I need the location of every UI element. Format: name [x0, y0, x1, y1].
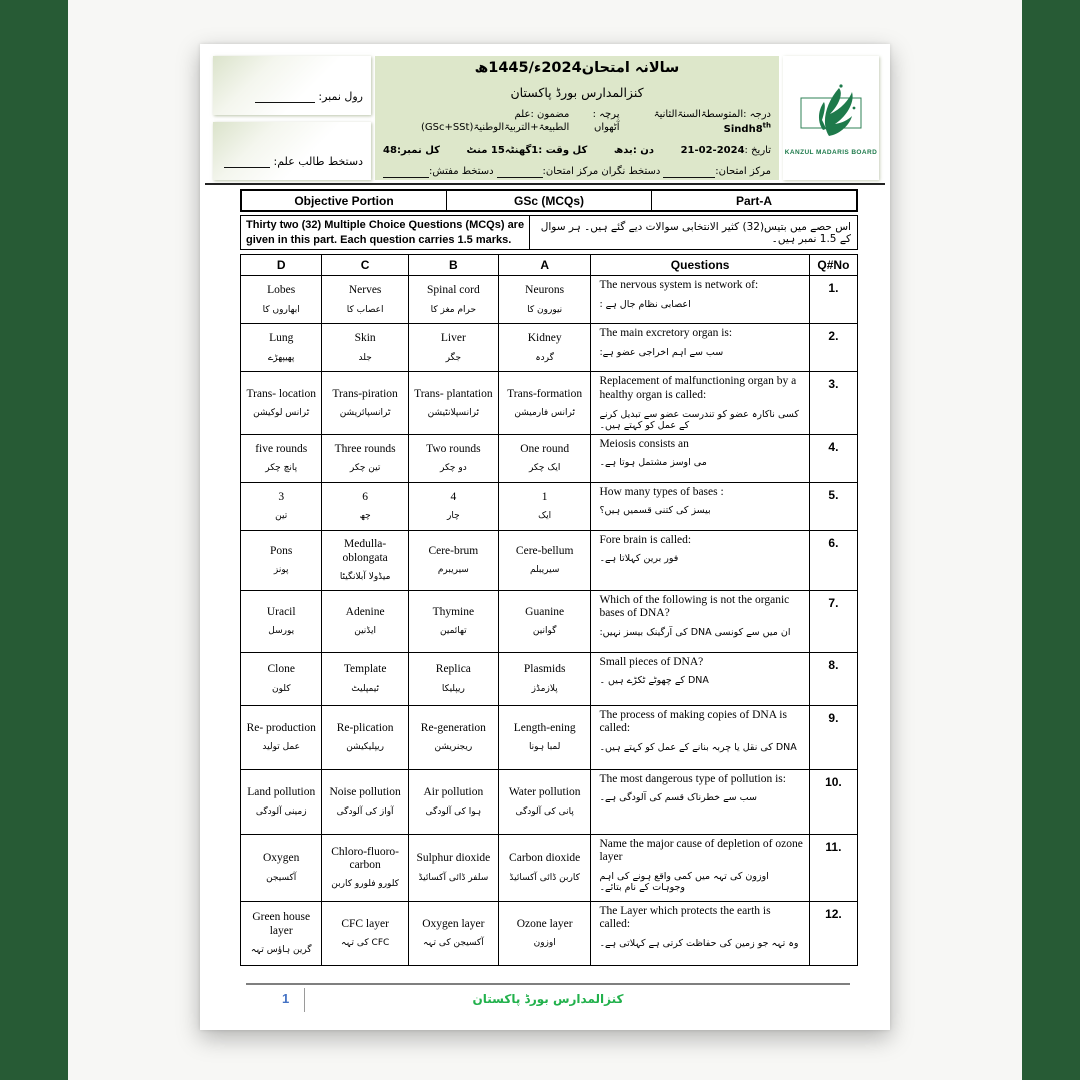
- question-english: The Layer which protects the earth is called:: [599, 904, 771, 931]
- question-urdu: اوزون کی تہہ میں کمی واقع ہونے کی اہم وجوہات کے نام بتائے۔: [599, 871, 769, 894]
- option-c-cell: [322, 705, 408, 769]
- option-english-label: Water pollution: [508, 786, 581, 799]
- question-english: The nervous system is network of:: [599, 279, 759, 291]
- option-urdu-label: CFC کی تہہ: [340, 938, 390, 949]
- question-english: Which of the following is not the organic bases of DNA?: [599, 593, 790, 620]
- question-number: 12.: [809, 901, 857, 965]
- page-number: 1: [282, 991, 290, 1006]
- subject-mcq-cell: GSc (MCQs): [446, 191, 651, 210]
- page-footer: [246, 988, 850, 1014]
- question-english: The main excretory organ is:: [599, 327, 733, 339]
- option-english-label: Trans-formation: [507, 387, 583, 400]
- option-c-cell: [322, 769, 408, 834]
- option-d-cell: [241, 372, 322, 435]
- option-d-cell: [241, 434, 322, 482]
- option-english-label: Lung: [269, 332, 294, 345]
- question-english: Fore brain is called:: [599, 533, 692, 546]
- class-value: Sindh8th: [723, 121, 771, 135]
- option-urdu-label: کلون: [271, 683, 291, 694]
- table-row: [241, 530, 858, 590]
- option-english-label: Thymine: [432, 605, 475, 618]
- exam-header: [213, 56, 879, 180]
- option-english-label: Sulphur dioxide: [416, 852, 491, 865]
- option-d-cell: [241, 530, 322, 590]
- column-header-b: B: [408, 255, 498, 276]
- option-english-label: Guanine: [525, 605, 565, 618]
- class-subject-line: [383, 108, 771, 135]
- option-english-label: Green house layer: [252, 911, 311, 937]
- student-signature-blank: [224, 158, 270, 168]
- column-header-d: D: [241, 255, 322, 276]
- option-urdu-label: تین: [275, 511, 288, 522]
- option-urdu-label: ریجنریشن: [434, 742, 473, 753]
- table-row: [241, 652, 858, 705]
- option-d-cell: [241, 482, 322, 530]
- option-english-label: Kidney: [527, 332, 562, 345]
- option-c-cell: [322, 834, 408, 901]
- option-b-cell: [408, 372, 498, 435]
- option-english-label: Trans-piration: [332, 387, 398, 400]
- option-d-cell: [241, 324, 322, 372]
- option-urdu-label: کلورو فلورو کاربن: [331, 879, 399, 890]
- option-english-label: 4: [450, 490, 457, 503]
- option-urdu-label: پھیپھڑے: [267, 352, 295, 363]
- option-english-label: Two rounds: [426, 442, 481, 455]
- option-b-cell: [408, 652, 498, 705]
- question-english: Small pieces of DNA?: [599, 655, 704, 668]
- question-cell: [591, 834, 809, 901]
- option-urdu-label: سیریبرم: [437, 565, 469, 576]
- option-urdu-label: پانی کی آلودگی: [515, 806, 574, 817]
- question-number: 4.: [809, 434, 857, 482]
- option-urdu-label: ٹرانسپائریشن: [339, 407, 391, 418]
- table-row: [241, 276, 858, 324]
- option-english-label: Trans- location: [246, 387, 316, 400]
- option-english-label: Spinal cord: [427, 284, 480, 297]
- question-english: Name the major cause of depletion of ozone layer: [599, 837, 803, 864]
- option-c-cell: [322, 324, 408, 372]
- option-a-cell: [498, 324, 591, 372]
- option-english-label: One round: [520, 442, 570, 455]
- option-english-label: Lobes: [267, 284, 296, 297]
- option-a-cell: [498, 652, 591, 705]
- option-d-cell: [241, 276, 322, 324]
- option-urdu-label: کاربن ڈائی آکسائیڈ: [509, 872, 580, 883]
- question-number: 5.: [809, 482, 857, 530]
- option-b-cell: [408, 705, 498, 769]
- option-urdu-label: اعصاب کا: [346, 304, 384, 315]
- option-urdu-label: پونز: [273, 565, 289, 576]
- objective-portion-cell: Objective Portion: [294, 193, 394, 208]
- column-header-questions: Questions: [591, 255, 809, 276]
- roll-number-line: [221, 90, 363, 103]
- instructions-row: [240, 215, 858, 250]
- table-row: [241, 482, 858, 530]
- option-urdu-label: سلفر ڈائی آکسائیڈ: [418, 872, 489, 883]
- question-cell: [591, 705, 809, 769]
- option-urdu-label: ٹرانس فارمیشن: [514, 407, 575, 418]
- option-urdu-label: ابھاروں کا: [262, 304, 300, 315]
- board-logo-text: KANZUL MADARIS BOARD: [784, 149, 878, 156]
- option-b-cell: [408, 482, 498, 530]
- table-row: [241, 590, 858, 652]
- option-a-cell: [498, 372, 591, 435]
- option-urdu-label: ایڈنین: [354, 626, 377, 637]
- option-b-cell: [408, 324, 498, 372]
- left-accent-bar: [0, 0, 68, 1080]
- option-b-cell: [408, 834, 498, 901]
- option-d-cell: [241, 901, 322, 965]
- question-cell: [591, 434, 809, 482]
- question-number: 6.: [809, 530, 857, 590]
- table-row: [241, 901, 858, 965]
- option-urdu-label: چھ: [359, 511, 371, 522]
- option-b-cell: [408, 901, 498, 965]
- question-urdu: وہ تہہ جو زمین کی حفاظت کرتی ہے کہلاتی ہے۔: [599, 938, 799, 950]
- option-urdu-label: گوانین: [532, 626, 557, 637]
- question-urdu: فور برین کہلاتا ہے۔: [599, 553, 679, 565]
- option-b-cell: [408, 590, 498, 652]
- question-number: 10.: [809, 769, 857, 834]
- question-urdu: می اوسز مشتمل ہوتا ہے۔: [599, 457, 707, 469]
- table-row: [241, 324, 858, 372]
- option-urdu-label: گردہ: [535, 352, 554, 363]
- option-english-label: Replica: [435, 663, 471, 676]
- option-urdu-label: اوزون: [533, 938, 556, 949]
- student-signature-box: [213, 122, 371, 181]
- option-urdu-label: تھائمین: [440, 626, 467, 637]
- option-urdu-label: حرام مغز کا: [430, 304, 477, 315]
- option-urdu-label: ٹرانسپلانٹیشن: [427, 407, 480, 418]
- option-english-label: Air pollution: [423, 786, 484, 799]
- question-urdu: سب سے اہم اخراجی عضو ہے:: [599, 346, 724, 358]
- option-english-label: Nerves: [348, 284, 382, 297]
- option-english-label: Ozone layer: [516, 917, 573, 930]
- option-english-label: Skin: [354, 332, 376, 345]
- option-urdu-label: یورسل: [268, 626, 295, 637]
- option-urdu-label: جلد: [358, 352, 372, 363]
- table-row: [241, 434, 858, 482]
- option-a-cell: [498, 705, 591, 769]
- option-urdu-label: نیورون کا: [527, 304, 563, 315]
- question-number: 8.: [809, 652, 857, 705]
- board-logo-box: [783, 56, 879, 180]
- question-cell: [591, 652, 809, 705]
- instructions-urdu: اس حصے میں بتیس(32) کثیر الانتخابی سوالات دیے گئے ہیں۔ ہر سوال کے 1.5 نمبر ہیں۔: [530, 215, 858, 250]
- option-a-cell: [498, 590, 591, 652]
- option-b-cell: [408, 434, 498, 482]
- option-english-label: Oxygen layer: [422, 917, 485, 930]
- option-urdu-label: سیریبلم: [529, 565, 560, 576]
- option-c-cell: [322, 372, 408, 435]
- footer-board-name: کنزالمدارس بورڈ پاکستان: [472, 992, 624, 1006]
- question-urdu: بیسز کی کتنی قسمیں ہیں؟: [599, 505, 711, 517]
- option-english-label: CFC layer: [341, 917, 389, 930]
- option-english-label: Carbon dioxide: [509, 852, 581, 865]
- instructions-english: Thirty two (32) Multiple Choice Questions (MCQs) are given in this part. Each question carries 1.5 marks.: [240, 215, 530, 250]
- table-row: [241, 769, 858, 834]
- option-b-cell: [408, 530, 498, 590]
- option-english-label: Three rounds: [334, 442, 396, 455]
- question-urdu: کسی ناکارہ عضو کو تندرست عضو سے تبدیل کرنے کے عمل کو کہتے ہیں۔: [599, 408, 799, 431]
- day-label: دن :بدھ: [613, 144, 654, 156]
- question-urdu: DNA کے چھوٹے ٹکڑے ہیں ۔: [599, 675, 709, 687]
- option-urdu-label: ایک چکر: [528, 463, 561, 474]
- mcq-table: [240, 254, 858, 966]
- question-english: The process of making copies of DNA is called:: [599, 708, 787, 735]
- footer-divider-rule: [246, 983, 850, 985]
- question-cell: [591, 901, 809, 965]
- question-number: 1.: [809, 276, 857, 324]
- roll-number-blank: [255, 93, 315, 103]
- part-a-cell: Part-A: [651, 191, 856, 210]
- question-cell: [591, 769, 809, 834]
- option-urdu-label: جگر: [445, 352, 462, 363]
- option-urdu-label: پانچ چکر: [265, 463, 298, 474]
- question-english: The most dangerous type of pollution is:: [599, 772, 786, 785]
- question-cell: [591, 482, 809, 530]
- question-english: Replacement of malfunctioning organ by a healthy organ is called:: [599, 375, 797, 401]
- option-urdu-label: آکسیجن: [266, 872, 297, 883]
- option-english-label: Adenine: [345, 605, 385, 618]
- option-urdu-label: لمبا ہونا: [528, 742, 561, 753]
- option-english-label: Re- production: [246, 721, 316, 734]
- option-urdu-label: چار: [447, 511, 460, 522]
- option-english-label: Liver: [440, 332, 466, 345]
- option-english-label: Cere-bellum: [515, 544, 574, 557]
- question-number: 9.: [809, 705, 857, 769]
- option-a-cell: [498, 482, 591, 530]
- option-urdu-label: ریپلیکیشن: [346, 742, 385, 753]
- option-d-cell: [241, 705, 322, 769]
- header-left-column: [213, 56, 371, 180]
- option-urdu-label: دو چکر: [439, 463, 467, 474]
- column-header-qno: Q#No: [809, 255, 857, 276]
- option-a-cell: [498, 434, 591, 482]
- option-a-cell: [498, 769, 591, 834]
- option-d-cell: [241, 769, 322, 834]
- option-c-cell: [322, 590, 408, 652]
- board-logo-icon: [795, 80, 867, 146]
- question-english: Meiosis consists an: [599, 437, 689, 450]
- student-signature-label: دستخط طالب علم:: [273, 155, 363, 168]
- option-urdu-label: تین چکر: [349, 463, 381, 474]
- option-english-label: 3: [278, 490, 285, 503]
- option-a-cell: [498, 530, 591, 590]
- option-a-cell: [498, 834, 591, 901]
- header-divider-rule: [205, 183, 885, 185]
- table-row: [241, 705, 858, 769]
- exam-paper-page: [200, 44, 890, 1030]
- option-urdu-label: پلازمڈز: [531, 683, 558, 694]
- option-english-label: Cere-brum: [428, 544, 479, 557]
- option-c-cell: [322, 482, 408, 530]
- option-english-label: Pons: [270, 544, 293, 557]
- option-urdu-label: آواز کی آلودگی: [336, 806, 394, 817]
- board-name: کنزالمدارس بورڈ پاکستان: [510, 85, 644, 101]
- option-english-label: Medulla- oblongata: [342, 538, 388, 564]
- student-signature-line: [221, 155, 363, 168]
- option-urdu-label: میڈولا آبلانگیٹا: [339, 571, 391, 582]
- option-english-label: Length-ening: [513, 721, 576, 734]
- option-c-cell: [322, 434, 408, 482]
- option-urdu-label: ہوا کی آلودگی: [425, 806, 482, 817]
- option-urdu-label: عمل تولید: [262, 742, 301, 753]
- inspector-sign-label: دستخط مفتش:: [383, 165, 494, 178]
- question-cell: [591, 590, 809, 652]
- exam-title-box: [375, 56, 779, 180]
- option-english-label: Uracil: [266, 605, 296, 618]
- duration-label: کل وقت :1گھنٹہ15 منٹ: [466, 144, 588, 156]
- option-c-cell: [322, 901, 408, 965]
- option-urdu-label: گرین ہاؤس تہہ: [250, 944, 312, 955]
- option-b-cell: [408, 276, 498, 324]
- option-english-label: 6: [362, 490, 368, 503]
- option-english-label: Trans- plantation: [414, 387, 493, 400]
- option-urdu-label: ٹرانس لوکیشن: [253, 407, 310, 418]
- question-english: How many types of bases :: [599, 485, 724, 498]
- total-marks-label: کل نمبر:48: [383, 144, 440, 156]
- option-urdu-label: آکسیجن کی تہہ: [422, 938, 484, 949]
- right-accent-bar: [1022, 0, 1080, 1080]
- question-number: 11.: [809, 834, 857, 901]
- option-english-label: Re-generation: [420, 721, 486, 734]
- table-row: [241, 372, 858, 435]
- date-value: 21-02-2024: [680, 144, 745, 156]
- option-english-label: Plasmids: [523, 663, 566, 676]
- date-day-line: [383, 144, 771, 157]
- option-english-label: 1: [541, 490, 548, 503]
- paper-label: پرچہ : آٹھواں: [592, 109, 620, 134]
- table-header-row: [241, 255, 858, 276]
- date-label: تاریخ :21-02-2024: [680, 144, 771, 156]
- question-cell: [591, 372, 809, 435]
- option-c-cell: [322, 652, 408, 705]
- mcq-table-body: [241, 276, 858, 966]
- question-urdu: اعصابی نظام جال ہے :: [599, 298, 691, 310]
- table-row: [241, 834, 858, 901]
- column-header-c: C: [322, 255, 408, 276]
- option-english-label: Neurons: [525, 284, 565, 297]
- roll-number-label: رول نمبر:: [318, 89, 363, 103]
- option-a-cell: [498, 276, 591, 324]
- option-english-label: Land pollution: [247, 786, 316, 799]
- option-c-cell: [322, 530, 408, 590]
- option-english-label: Noise pollution: [329, 786, 401, 799]
- option-c-cell: [322, 276, 408, 324]
- question-number: 3.: [809, 372, 857, 435]
- supervisor-sign-label: دستخط نگران مرکز امتحان:: [497, 165, 661, 178]
- option-english-label: Chloro-fluoro- carbon: [331, 845, 399, 872]
- question-urdu: ان میں سے کونسی DNA کی آرگینک بیسز نہیں:: [599, 627, 791, 639]
- option-english-label: five rounds: [255, 442, 308, 455]
- option-urdu-label: ٹیمپلیٹ: [351, 683, 379, 694]
- column-header-a: A: [498, 255, 591, 276]
- exam-title: سالانہ امتحان2024ء/1445ھ: [474, 60, 680, 76]
- subject-label: مضمون :علم الطبیعۃ+التربیۃالوطنیۃ(GSc+SSt): [420, 109, 570, 134]
- option-english-label: Re-plication: [336, 721, 394, 734]
- option-urdu-label: زمینی آلودگی: [255, 806, 307, 817]
- question-number: 7.: [809, 590, 857, 652]
- option-d-cell: [241, 590, 322, 652]
- question-cell: [591, 324, 809, 372]
- question-cell: [591, 530, 809, 590]
- option-english-label: Clone: [267, 663, 295, 676]
- option-urdu-label: ایک: [538, 511, 552, 522]
- exam-center-label: مرکز امتحان:: [663, 165, 771, 178]
- question-cell: [591, 276, 809, 324]
- option-english-label: Template: [343, 663, 387, 676]
- option-urdu-label: ریپلیکا: [441, 683, 465, 694]
- class-label: درجہ :المتوسطۃالسنۃالثانیۃ Sindh8th: [653, 109, 771, 135]
- part-header-bar: [240, 189, 858, 212]
- option-d-cell: [241, 652, 322, 705]
- question-number: 2.: [809, 324, 857, 372]
- option-english-label: Oxygen: [263, 852, 300, 865]
- option-b-cell: [408, 769, 498, 834]
- question-urdu: سب سے خطرناک قسم کی آلودگی ہے۔: [599, 792, 757, 804]
- roll-number-box: [213, 56, 371, 115]
- option-d-cell: [241, 834, 322, 901]
- option-a-cell: [498, 901, 591, 965]
- question-urdu: DNA کی نقل یا چربہ بنانے کے عمل کو کہتے ہیں۔: [599, 742, 797, 754]
- signatures-line: [383, 165, 771, 178]
